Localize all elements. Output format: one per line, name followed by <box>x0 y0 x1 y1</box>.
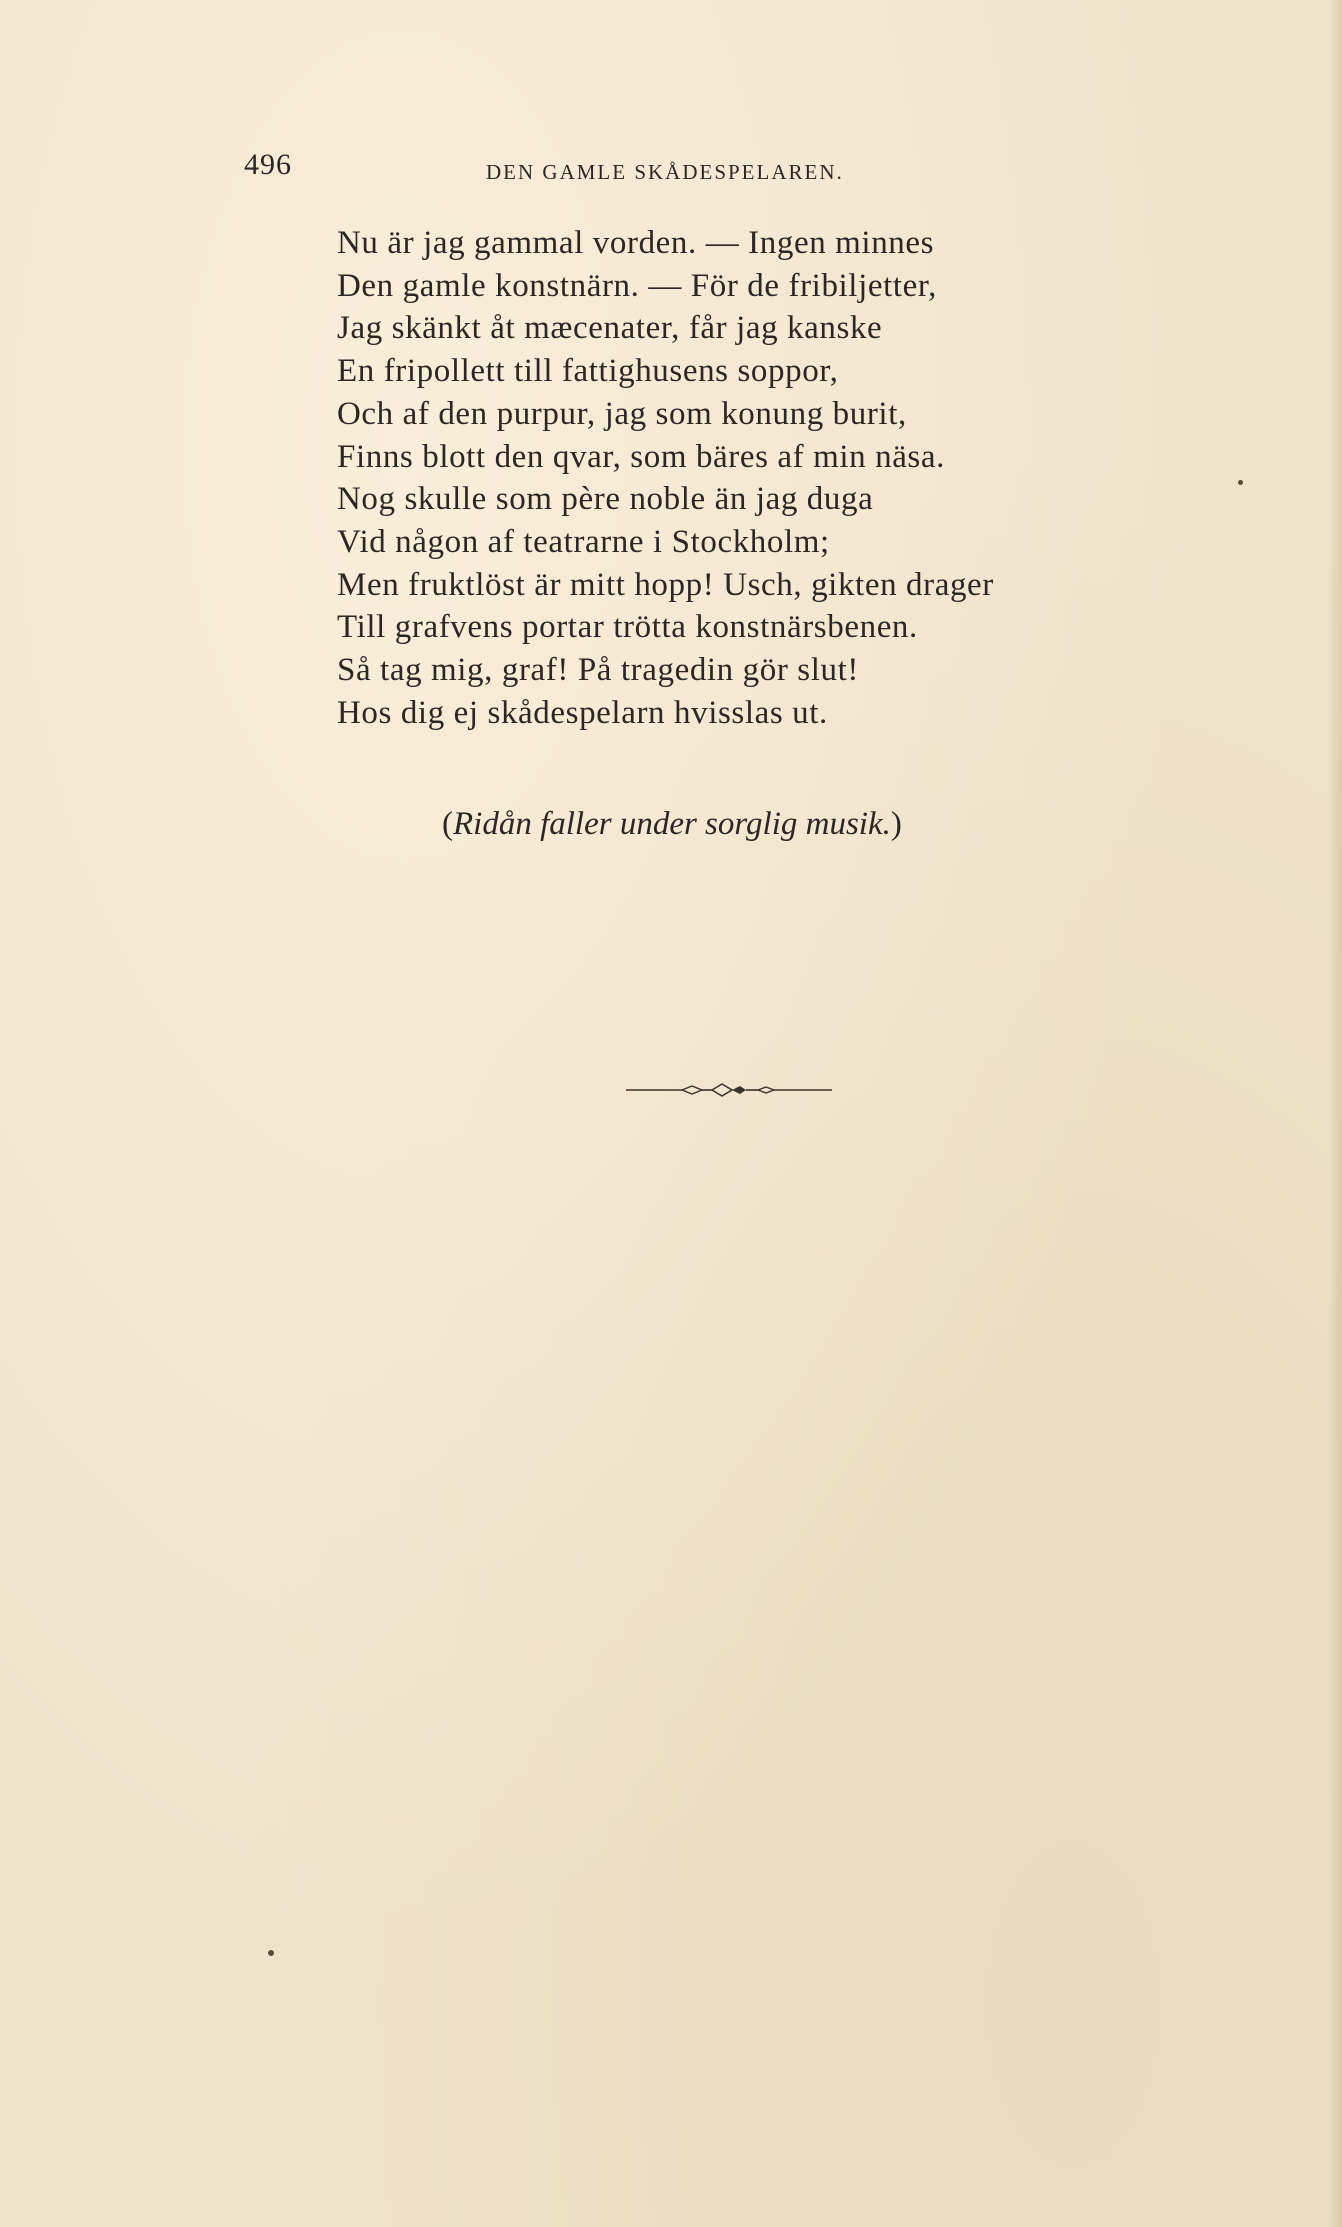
poem-line: Den gamle konstnärn. — För de fribiljetter, <box>337 267 937 304</box>
poem-line: Till grafvens portar trötta konstnärsbenen. <box>337 609 918 646</box>
poem-line: Vid någon af teatrarne i Stockholm; <box>337 523 830 560</box>
end-ornament-icon <box>626 1080 832 1100</box>
poem-line: En fripollett till fattighusens soppor, <box>337 353 839 390</box>
page-edge-shadow <box>1328 0 1342 2227</box>
ink-speck <box>1238 480 1243 485</box>
poem-line: Jag skänkt åt mæcenater, får jag kanske <box>337 310 883 347</box>
poem-line: Hos dig ej skådespelarn hvisslas ut. <box>337 694 828 731</box>
stage-direction-text: Ridån faller under sorglig musik. <box>453 806 891 842</box>
paren-open: ( <box>442 806 453 842</box>
poem-line: Nog skulle som père noble än jag duga <box>337 481 874 518</box>
poem-stanza <box>337 222 994 734</box>
poem-line: Men fruktlöst är mitt hopp! Usch, gikten drager <box>337 566 994 603</box>
ink-speck <box>268 1950 274 1956</box>
paren-close: ) <box>890 806 902 842</box>
poem-line: Och af den purpur, jag som konung burit, <box>337 395 907 432</box>
running-title: DEN GAMLE SKÅDESPELAREN. <box>486 160 844 184</box>
stage-direction <box>442 806 902 843</box>
poem-line: Finns blott den qvar, som bäres af min näsa. <box>337 438 945 475</box>
poem-line: Nu är jag gammal vorden. — Ingen minnes <box>337 225 935 261</box>
page-number: 496 <box>244 148 292 181</box>
poem-line: Så tag mig, graf! På tragedin gör slut! <box>337 652 859 689</box>
